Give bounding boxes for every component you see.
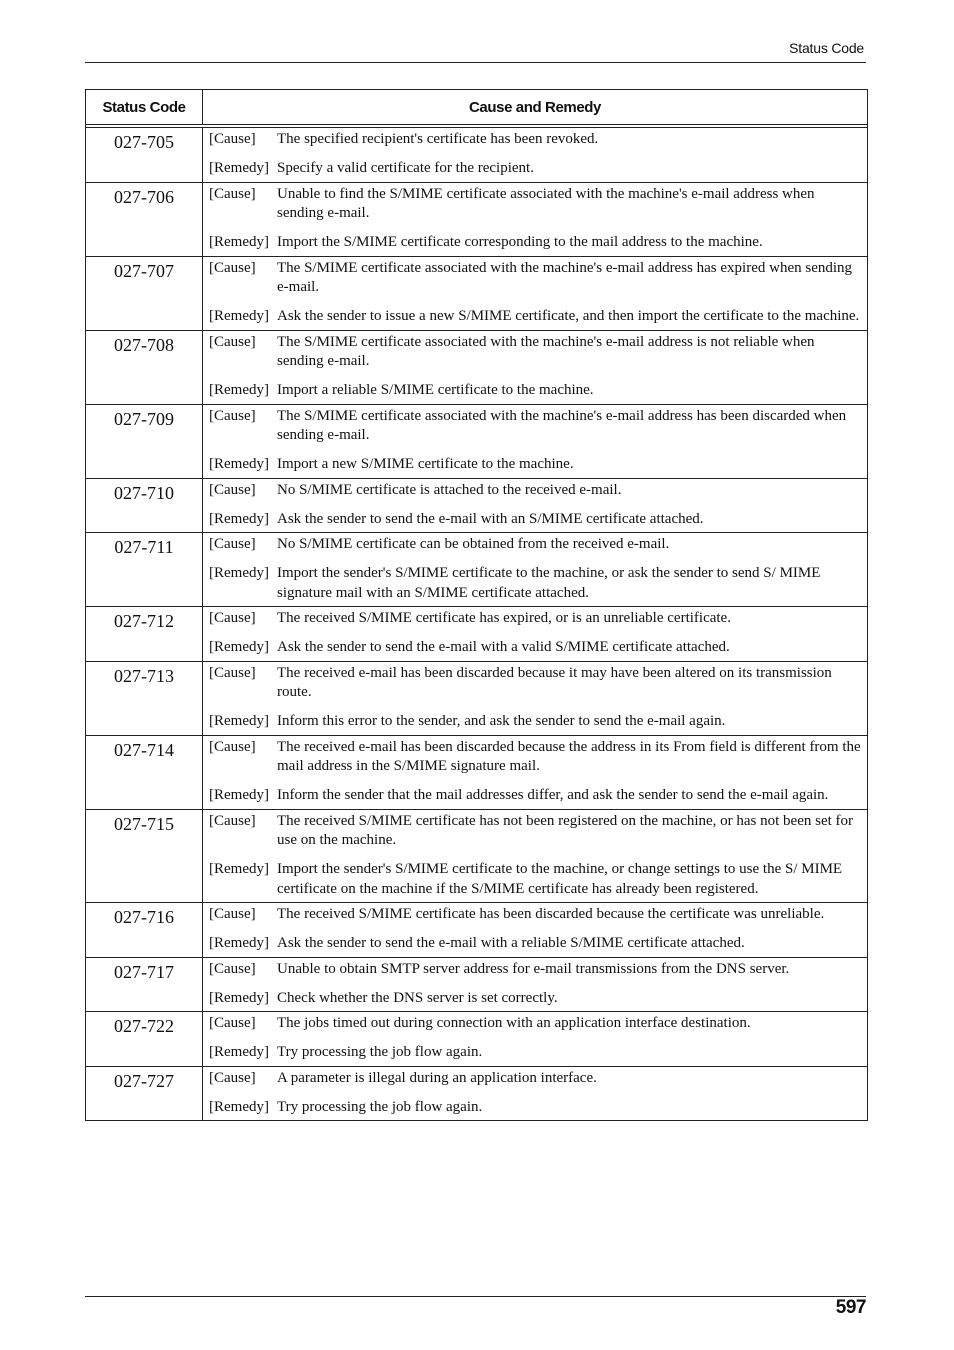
page-number: 597 <box>835 1297 866 1318</box>
remedy-line <box>203 786 867 806</box>
status-code-table <box>85 89 868 1121</box>
table-row <box>86 809 868 903</box>
cause-and-remedy-cell <box>203 1066 868 1121</box>
cause-tag: [Cause] <box>209 812 256 829</box>
remedy-tag: [Remedy] <box>209 861 269 877</box>
remedy-text: Ask the sender to send the e-mail with a valid S/MIME certificate attached. <box>277 639 730 655</box>
cause-text: The jobs timed out during connection with an application interface destination. <box>277 1015 751 1031</box>
cause-tag: [Cause] <box>209 664 256 681</box>
cause-tag: [Cause] <box>209 1015 256 1031</box>
cause-line <box>203 960 867 980</box>
remedy-tag: [Remedy] <box>209 1044 269 1060</box>
remedy-text: Inform the sender that the mail addresses differ, and ask the sender to send the e-mail again. <box>277 787 829 803</box>
remedy-tag: [Remedy] <box>209 787 269 803</box>
remedy-line <box>203 564 867 603</box>
remedy-line <box>203 1098 867 1118</box>
cause-tag: [Cause] <box>209 960 256 977</box>
cause-and-remedy-cell <box>203 533 868 607</box>
remedy-tag: [Remedy] <box>209 382 269 398</box>
remedy-line <box>203 233 867 253</box>
cause-text: The received S/MIME certificate has not been registered on the machine, or has not been set for use on the machine. <box>277 812 854 848</box>
cause-line <box>203 812 867 851</box>
cause-and-remedy-cell <box>203 182 868 256</box>
cause-text: The received e-mail has been discarded because the address in its From field is different from the mail address in the S/MIME signature mail. <box>277 738 861 774</box>
remedy-text: Ask the sender to send the e-mail with an S/MIME certificate attached. <box>277 510 704 527</box>
remedy-text: Try processing the job flow again. <box>277 1044 483 1060</box>
table-row <box>86 607 868 662</box>
table-row <box>86 735 868 809</box>
table-row <box>86 661 868 735</box>
table-row <box>86 533 868 607</box>
cause-text: Unable to find the S/MIME certificate associated with the machine's e-mail address when sending e-mail. <box>277 185 815 221</box>
remedy-line <box>203 934 867 954</box>
status-code: 027-709 <box>86 404 203 478</box>
status-code: 027-727 <box>86 1066 203 1121</box>
cause-and-remedy-cell <box>203 256 868 330</box>
status-code: 027-708 <box>86 330 203 404</box>
table-row <box>86 330 868 404</box>
cause-and-remedy-cell <box>203 957 868 1012</box>
status-code: 027-712 <box>86 607 203 662</box>
remedy-tag: [Remedy] <box>209 456 269 472</box>
cause-text: The S/MIME certificate associated with the machine's e-mail address has expired when sending e-mail. <box>277 259 853 295</box>
cause-text: The received S/MIME certificate has expired, or is an unreliable certificate. <box>277 610 731 626</box>
cause-tag: [Cause] <box>209 1069 256 1086</box>
footer-rule <box>85 1296 866 1297</box>
cause-line <box>203 609 867 629</box>
cause-tag: [Cause] <box>209 481 256 498</box>
cause-and-remedy-cell <box>203 330 868 404</box>
table-row <box>86 478 868 533</box>
cause-text: No S/MIME certificate is attached to the received e-mail. <box>277 481 622 498</box>
running-header-title: Status Code <box>789 40 864 56</box>
table-row <box>86 404 868 478</box>
remedy-text: Specify a valid certificate for the recipient. <box>277 160 534 176</box>
remedy-text: Ask the sender to issue a new S/MIME certificate, and then import the certificate to the machine. <box>277 308 860 324</box>
table-row <box>86 903 868 958</box>
remedy-tag: [Remedy] <box>209 935 269 951</box>
cause-tag: [Cause] <box>209 610 256 626</box>
cause-line <box>203 407 867 446</box>
cause-and-remedy-cell <box>203 809 868 903</box>
header-rule <box>85 62 866 63</box>
cause-tag: [Cause] <box>209 407 256 424</box>
remedy-tag: [Remedy] <box>209 510 269 527</box>
cause-and-remedy-cell <box>203 1012 868 1067</box>
cause-line <box>203 1014 867 1034</box>
cause-tag: [Cause] <box>209 738 256 755</box>
cause-line <box>203 185 867 224</box>
cause-text: No S/MIME certificate can be obtained from the received e-mail. <box>277 536 670 552</box>
remedy-tag: [Remedy] <box>209 565 269 581</box>
remedy-text: Try processing the job flow again. <box>277 1098 483 1115</box>
remedy-tag: [Remedy] <box>209 713 269 729</box>
cause-line <box>203 259 867 298</box>
cause-line <box>203 664 867 703</box>
cause-and-remedy-cell <box>203 404 868 478</box>
cause-tag: [Cause] <box>209 259 256 276</box>
remedy-tag: [Remedy] <box>209 639 269 655</box>
remedy-line <box>203 307 867 327</box>
status-code: 027-711 <box>86 533 203 607</box>
remedy-line <box>203 712 867 732</box>
remedy-text: Import the sender's S/MIME certificate to the machine, or ask the sender to send S/ MIME signature mail with an S/MIME certificate attached. <box>277 565 821 601</box>
remedy-line <box>203 1043 867 1063</box>
cause-tag: [Cause] <box>209 906 256 922</box>
cause-text: The specified recipient's certificate has been revoked. <box>277 131 599 147</box>
cause-line <box>203 1069 867 1089</box>
cause-and-remedy-cell <box>203 661 868 735</box>
remedy-text: Ask the sender to send the e-mail with a reliable S/MIME certificate attached. <box>277 935 745 951</box>
remedy-tag: [Remedy] <box>209 160 269 176</box>
cause-text: Unable to obtain SMTP server address for e-mail transmissions from the DNS server. <box>277 960 790 977</box>
remedy-line <box>203 381 867 401</box>
status-code: 027-705 <box>86 128 203 183</box>
cause-tag: [Cause] <box>209 333 256 350</box>
column-header-cause-and-remedy: Cause and Remedy <box>203 90 868 125</box>
cause-line <box>203 905 867 925</box>
cause-and-remedy-cell <box>203 903 868 958</box>
remedy-text: Check whether the DNS server is set correctly. <box>277 989 558 1006</box>
remedy-text: Import a new S/MIME certificate to the machine. <box>277 456 574 472</box>
table-row <box>86 256 868 330</box>
cause-and-remedy-cell <box>203 607 868 662</box>
table-header-row <box>86 90 868 125</box>
column-header-status-code: Status Code <box>86 90 203 125</box>
cause-text: The S/MIME certificate associated with the machine's e-mail address is not reliable when sending e-mail. <box>277 333 815 369</box>
cause-line <box>203 333 867 372</box>
remedy-tag: [Remedy] <box>209 308 269 324</box>
table-row <box>86 1012 868 1067</box>
cause-line <box>203 481 867 501</box>
cause-line <box>203 535 867 555</box>
remedy-line <box>203 860 867 899</box>
cause-line <box>203 130 867 150</box>
remedy-text: Import the sender's S/MIME certificate to the machine, or change settings to use the S/ MIME certificate on the machine if the S/MIME certificate has already been registered. <box>277 861 843 897</box>
status-code: 027-710 <box>86 478 203 533</box>
cause-text: The S/MIME certificate associated with the machine's e-mail address has been discarded when sending e-mail. <box>277 407 847 443</box>
status-code: 027-714 <box>86 735 203 809</box>
status-code: 027-716 <box>86 903 203 958</box>
table-row <box>86 1066 868 1121</box>
cause-tag: [Cause] <box>209 185 256 202</box>
cause-tag: [Cause] <box>209 131 256 147</box>
cause-and-remedy-cell <box>203 128 868 183</box>
table-row <box>86 128 868 183</box>
remedy-tag: [Remedy] <box>209 234 269 250</box>
remedy-tag: [Remedy] <box>209 1098 269 1115</box>
remedy-line <box>203 510 867 530</box>
remedy-line <box>203 638 867 658</box>
remedy-text: Import a reliable S/MIME certificate to the machine. <box>277 382 594 398</box>
cause-text: The received e-mail has been discarded because it may have been altered on its transmission route. <box>277 664 832 700</box>
status-code: 027-717 <box>86 957 203 1012</box>
status-code: 027-715 <box>86 809 203 903</box>
remedy-tag: [Remedy] <box>209 989 269 1006</box>
cause-and-remedy-cell <box>203 735 868 809</box>
status-code: 027-706 <box>86 182 203 256</box>
remedy-line <box>203 989 867 1009</box>
cause-tag: [Cause] <box>209 536 256 552</box>
remedy-line <box>203 455 867 475</box>
table-row <box>86 957 868 1012</box>
cause-text: The received S/MIME certificate has been discarded because the certificate was unreliable. <box>277 906 825 922</box>
remedy-line <box>203 159 867 179</box>
cause-line <box>203 738 867 777</box>
status-code: 027-713 <box>86 661 203 735</box>
cause-text: A parameter is illegal during an application interface. <box>277 1069 597 1086</box>
remedy-text: Import the S/MIME certificate corresponding to the mail address to the machine. <box>277 234 763 250</box>
status-code: 027-722 <box>86 1012 203 1067</box>
status-code: 027-707 <box>86 256 203 330</box>
remedy-text: Inform this error to the sender, and ask the sender to send the e-mail again. <box>277 713 726 729</box>
table-row <box>86 182 868 256</box>
cause-and-remedy-cell <box>203 478 868 533</box>
